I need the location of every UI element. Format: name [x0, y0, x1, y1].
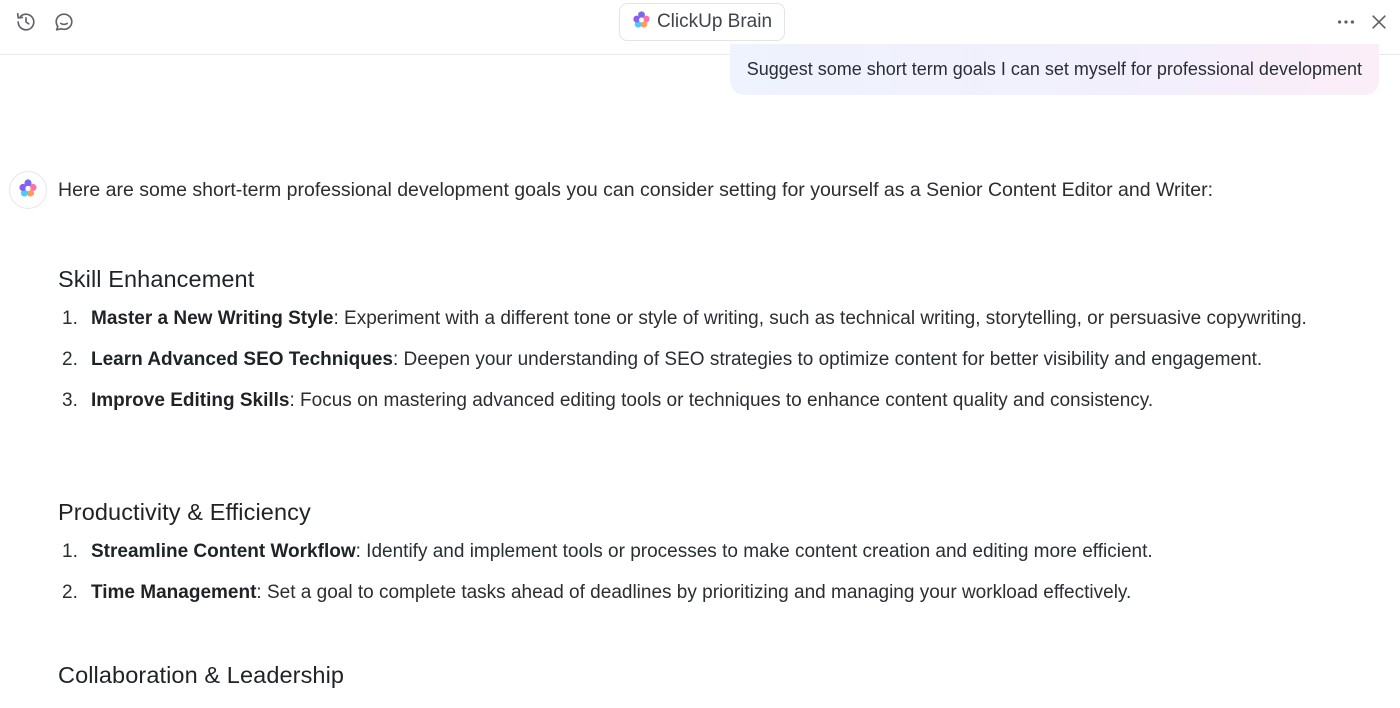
- list-item-text: : Set a goal to complete tasks ahead of deadlines by prioritizing and managing your workload effectively.: [256, 582, 1132, 603]
- list-item: [58, 386, 1358, 415]
- user-message-bubble: [730, 44, 1379, 95]
- brain-logo-icon: [632, 10, 651, 35]
- brain-avatar-icon: [18, 178, 38, 203]
- list-item-title: Streamline Content Workflow: [91, 541, 356, 562]
- section-heading-productivity: Productivity & Efficiency: [58, 499, 311, 525]
- list-number: 2.: [62, 582, 78, 603]
- list-number: 3.: [62, 390, 78, 411]
- list-number: 1.: [62, 308, 78, 329]
- list-item-text: : Identify and implement tools or processes to make content creation and editing more efficient.: [355, 541, 1153, 562]
- goal-list-productivity: [58, 537, 1358, 607]
- list-item-text: : Deepen your understanding of SEO strategies to optimize content for better visibility and engagement.: [392, 349, 1263, 370]
- list-item: [58, 537, 1358, 566]
- brain-avatar: [9, 171, 47, 209]
- goal-list-skill-enhancement: [58, 304, 1358, 415]
- list-number: 1.: [62, 541, 78, 562]
- user-message-text: Suggest some short term goals I can set myself for professional development: [746, 59, 1362, 79]
- list-item-title: Master a New Writing Style: [91, 308, 334, 329]
- list-item: [58, 578, 1358, 607]
- list-item-text: : Focus on mastering advanced editing tools or techniques to enhance content quality and consistency.: [289, 390, 1154, 411]
- list-item-title: Time Management: [91, 582, 257, 603]
- history-icon[interactable]: [14, 10, 38, 34]
- list-item-text: : Experiment with a different tone or style of writing, such as technical writing, storytelling, or persuasive copywriting.: [333, 308, 1307, 329]
- chat-icon[interactable]: [52, 10, 76, 34]
- list-number: 2.: [62, 349, 78, 370]
- list-item: [58, 345, 1358, 374]
- brain-title-button[interactable]: [619, 3, 785, 41]
- list-item-title: Improve Editing Skills: [91, 390, 290, 411]
- section-heading-skill-enhancement: Skill Enhancement: [58, 266, 255, 292]
- more-icon[interactable]: [1334, 10, 1358, 34]
- section-heading-collaboration: Collaboration & Leadership: [58, 662, 345, 688]
- list-item-title: Learn Advanced SEO Techniques: [91, 349, 393, 370]
- list-item: [58, 304, 1358, 333]
- close-icon[interactable]: [1367, 10, 1391, 34]
- response-intro: Here are some short-term professional development goals you can consider setting for yourself as a Senior Content Editor and Writer:: [58, 179, 1214, 201]
- brain-title: ClickUp Brain: [656, 11, 773, 32]
